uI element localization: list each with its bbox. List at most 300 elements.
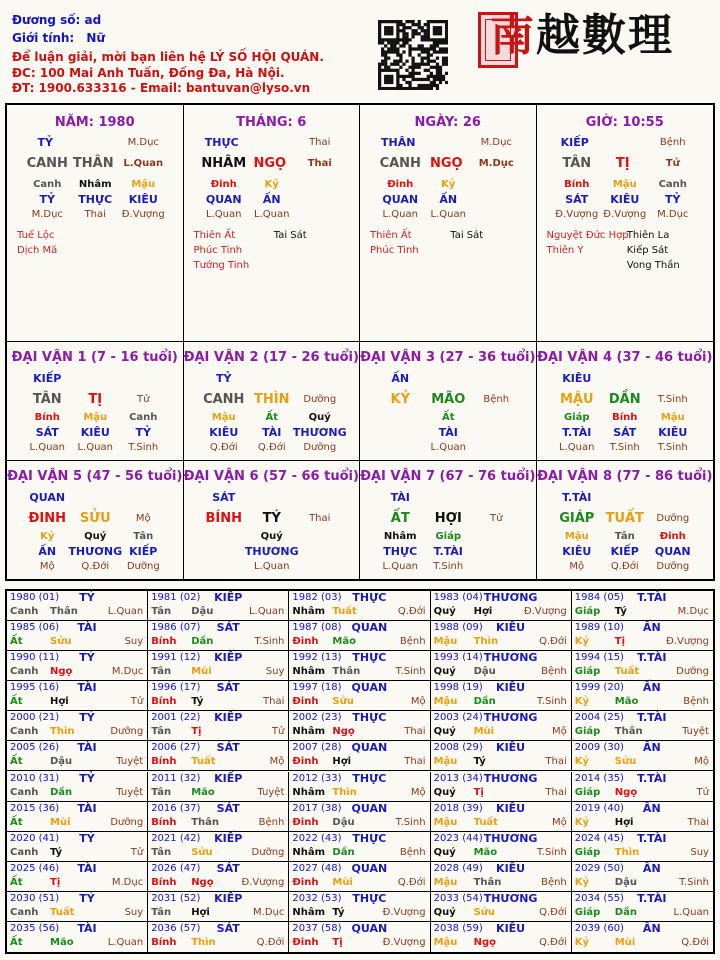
year-stem: Mậu — [433, 876, 458, 888]
qr-module — [402, 35, 405, 38]
year-label: 2038 (59) — [433, 922, 483, 934]
year-ten-god: ẤN — [642, 801, 661, 815]
year-label: 2006 (27) — [151, 742, 201, 754]
qr-module — [436, 78, 439, 81]
year-phase: Tuyệt — [682, 726, 709, 738]
qr-module — [430, 47, 433, 50]
qr-module — [396, 29, 399, 32]
hidden-stem: Bính — [34, 412, 60, 423]
year-phase: L.Quan — [107, 606, 144, 617]
hidden-ten-god: TỶ — [665, 193, 681, 206]
year-phase: Mộ — [694, 756, 709, 768]
dai-van-phase: Mộ — [135, 513, 151, 524]
year-label: 1993 (14) — [433, 652, 483, 664]
qr-module — [418, 44, 421, 47]
qr-module — [430, 66, 433, 69]
qr-module — [405, 69, 408, 72]
qr-module — [445, 23, 448, 26]
year-branch: Thân — [191, 816, 219, 828]
year-cell — [7, 802, 148, 832]
year-branch: Tị — [50, 876, 61, 888]
year-cell — [289, 741, 430, 771]
qr-module — [384, 66, 387, 69]
qr-module — [436, 69, 439, 72]
year-branch: Tuất — [50, 906, 75, 918]
qr-module — [411, 69, 414, 72]
year-ten-god: THƯƠNG — [483, 831, 538, 845]
year-branch: Ngọ — [50, 666, 73, 678]
qr-module — [384, 44, 387, 47]
dai-van-cell — [537, 342, 714, 461]
qr-module — [381, 20, 384, 23]
pillar-ten-god: THÂN — [381, 136, 416, 149]
year-cell — [289, 802, 430, 832]
qr-module — [445, 35, 448, 38]
year-branch: Thìn — [50, 726, 75, 738]
qr-module — [387, 41, 390, 44]
qr-module — [396, 50, 399, 53]
year-stem: Kỷ — [574, 636, 590, 648]
year-label: 2002 (23) — [292, 712, 342, 724]
qr-module — [387, 57, 390, 60]
year-branch: Tị — [191, 726, 202, 738]
qr-module — [411, 32, 414, 35]
qr-module — [442, 75, 445, 78]
year-cell — [431, 711, 572, 741]
year-phase: M.Dục — [111, 666, 144, 678]
qr-module — [384, 32, 387, 35]
qr-module — [411, 35, 414, 38]
year-label: 2015 (36) — [10, 802, 60, 814]
year-branch: Tị — [332, 936, 343, 948]
qr-module — [399, 57, 402, 60]
qr-module — [390, 50, 393, 53]
qr-module — [442, 60, 445, 63]
qr-module — [415, 78, 418, 81]
star-left: Phúc Tinh — [193, 245, 243, 256]
year-stem: Kỷ — [574, 936, 590, 948]
year-cell — [7, 862, 148, 892]
qr-module — [396, 69, 399, 72]
year-branch: Dậu — [50, 756, 73, 768]
hidden-phase: T.Sinh — [657, 442, 688, 453]
year-label: 2010 (31) — [10, 772, 60, 784]
qr-module — [411, 78, 414, 81]
qr-module — [393, 50, 396, 53]
year-phase: Suy — [265, 666, 285, 678]
qr-module — [396, 38, 399, 41]
qr-module — [433, 47, 436, 50]
year-stem: Nhâm — [292, 906, 326, 918]
year-branch: Mão — [50, 936, 74, 948]
year-phase: Q.Đới — [539, 936, 567, 948]
year-cell — [431, 651, 572, 681]
dai-van-stem: ĐINH — [28, 511, 66, 526]
hidden-ten-god: TÀI — [262, 426, 282, 439]
qr-module — [421, 47, 424, 50]
qr-module — [430, 44, 433, 47]
hidden-stem: Bính — [564, 179, 590, 190]
qr-module — [402, 38, 405, 41]
year-cell — [572, 832, 713, 862]
qr-module — [439, 50, 442, 53]
year-phase: T.Sinh — [395, 816, 426, 828]
qr-module — [387, 29, 390, 32]
pillar-heavenly-stem: NHÂM — [201, 156, 247, 171]
year-label: 2020 (41) — [10, 832, 60, 844]
year-branch: Mùi — [473, 726, 495, 738]
year-label: 2022 (43) — [292, 832, 342, 844]
year-ten-god: TÀI — [77, 921, 97, 935]
year-label: 1982 (03) — [292, 592, 342, 603]
year-stem: Mậu — [433, 696, 458, 708]
year-phase: Tuyệt — [116, 756, 144, 768]
star-left: Phúc Tinh — [370, 245, 419, 256]
dai-van-branch: TÝ — [262, 511, 281, 526]
year-phase: T.Sinh — [536, 696, 567, 708]
year-cell — [148, 772, 289, 802]
year-phase: Đ.Vượng — [382, 936, 426, 948]
year-phase: Bệnh — [258, 816, 285, 828]
qr-module — [402, 32, 405, 35]
year-branch: Dậu — [332, 816, 355, 828]
year-label: 2005 (26) — [10, 742, 60, 754]
qr-module — [402, 75, 405, 78]
year-branch: Hợi — [473, 606, 493, 617]
qr-module — [384, 38, 387, 41]
year-stem: Kỷ — [574, 756, 590, 768]
year-label: 1995 (16) — [10, 682, 60, 694]
year-label: 2035 (56) — [10, 922, 60, 934]
qr-module — [411, 47, 414, 50]
qr-module — [399, 75, 402, 78]
year-branch: Tuất — [191, 756, 216, 768]
qr-module — [390, 69, 393, 72]
hidden-stem: Ất — [441, 412, 455, 423]
qr-module — [433, 32, 436, 35]
hidden-phase: Đ.Vượng — [555, 209, 599, 220]
dai-van-branch: THÌN — [254, 392, 290, 407]
dai-van-branch: HỢI — [434, 511, 462, 526]
year-ten-god: TỶ — [79, 891, 95, 905]
year-phase: M.Dục — [677, 606, 709, 617]
dai-van-cell — [360, 342, 537, 461]
year-stem: Canh — [10, 666, 39, 678]
qr-module — [439, 75, 442, 78]
dai-van-phase: T.Sinh — [657, 394, 688, 405]
year-stem: Canh — [10, 786, 39, 798]
dai-van-phase: Thai — [309, 513, 331, 524]
qr-module — [433, 81, 436, 84]
qr-module — [436, 20, 439, 23]
year-stem: Đinh — [292, 756, 319, 768]
qr-module — [445, 26, 448, 29]
hidden-ten-god: KIÊU — [80, 426, 110, 439]
year-branch: Hợi — [191, 906, 210, 918]
year-phase: Thai — [263, 696, 285, 708]
hidden-stem: Mậu — [83, 412, 108, 423]
star-right: Vong Thần — [626, 260, 680, 271]
qr-module — [396, 87, 399, 90]
dai-van-title: ĐẠI VẬN 4 (37 - 46 tuổi) — [537, 350, 713, 365]
year-stem: Đinh — [292, 936, 319, 948]
hidden-phase: L.Quan — [382, 561, 418, 572]
year-stem: Tân — [151, 846, 172, 858]
qr-module — [439, 41, 442, 44]
dai-van-ten-god: KIÊU — [562, 372, 592, 385]
qr-module — [402, 44, 405, 47]
qr-module — [415, 32, 418, 35]
year-ten-god: THỰC — [352, 711, 387, 725]
year-stem: Ất — [10, 936, 23, 948]
qr-module — [439, 47, 442, 50]
qr-module — [445, 32, 448, 35]
qr-module — [436, 72, 439, 75]
qr-module — [424, 63, 427, 66]
year-cell — [572, 591, 713, 621]
year-branch: Tuất — [614, 666, 640, 678]
dai-van-cell — [184, 342, 361, 461]
qr-module — [421, 50, 424, 53]
qr-module — [427, 47, 430, 50]
hidden-stem: Mậu — [564, 531, 589, 542]
year-branch: Thân — [332, 666, 361, 678]
year-ten-god: KIÊU — [496, 861, 526, 875]
dai-van-ten-god: KIẾP — [33, 372, 62, 385]
hidden-phase: L.Quan — [559, 442, 595, 453]
qr-module — [405, 87, 408, 90]
year-ten-god: KIẾP — [214, 771, 243, 785]
year-phase: Bệnh — [399, 636, 426, 648]
year-cell — [148, 651, 289, 681]
year-ten-god: ẤN — [642, 741, 661, 755]
qr-module — [387, 47, 390, 50]
qr-module — [396, 84, 399, 87]
year-cell — [7, 772, 148, 802]
year-stem: Đinh — [292, 696, 319, 708]
qr-module — [384, 69, 387, 72]
dai-van-phase: Dưỡng — [656, 513, 690, 524]
pillar-title: NGÀY: 26 — [414, 115, 481, 130]
dai-van-ten-god: SÁT — [212, 491, 236, 504]
qr-module — [418, 20, 421, 23]
qr-module — [430, 87, 433, 90]
qr-module — [433, 60, 436, 63]
qr-module — [445, 20, 448, 23]
qr-module — [399, 29, 402, 32]
star-right: Tai Sát — [450, 230, 484, 241]
year-ten-god: SÁT — [216, 801, 240, 815]
year-ten-god: QUAN — [351, 861, 388, 875]
year-label: 2039 (60) — [574, 922, 624, 934]
year-ten-god: THỰC — [352, 771, 387, 785]
year-ten-god: ẤN — [642, 621, 661, 635]
qr-module — [442, 57, 445, 60]
qr-module — [408, 38, 411, 41]
year-ten-god: THƯƠNG — [483, 891, 538, 905]
year-cell — [148, 711, 289, 741]
qr-module — [427, 78, 430, 81]
hidden-ten-god: KIÊU — [128, 193, 158, 206]
qr-module — [430, 75, 433, 78]
hidden-phase: Q.Đới — [257, 442, 286, 453]
star-right: Thiên La — [626, 230, 670, 241]
qr-module — [399, 84, 402, 87]
year-phase: Mộ — [410, 786, 426, 798]
year-stem: Tân — [151, 666, 172, 678]
year-ten-god: ẤN — [642, 921, 661, 935]
pillar-heavenly-stem: CANH — [379, 156, 421, 171]
year-cell — [7, 681, 148, 711]
hidden-ten-god: QUAN — [382, 193, 419, 206]
logo-char: 越 — [536, 10, 582, 61]
hidden-phase: L.Quan — [382, 209, 418, 220]
year-label: 2028 (49) — [433, 862, 483, 874]
qr-module — [399, 60, 402, 63]
qr-module — [399, 20, 402, 23]
year-label: 1987 (08) — [292, 622, 342, 634]
qr-module — [439, 38, 442, 41]
qr-module — [393, 41, 396, 44]
year-stem: Giáp — [574, 906, 601, 918]
year-branch: Ngọ — [332, 726, 355, 738]
qr-module — [421, 84, 424, 87]
dai-van-title: ĐẠI VẬN 3 (27 - 36 tuổi) — [360, 350, 536, 365]
year-ten-god: SÁT — [216, 621, 240, 635]
header — [0, 0, 720, 100]
year-cell — [431, 922, 572, 952]
address-line: ĐC: 100 Mai Anh Tuấn, Đống Đa, Hà Nội. — [12, 66, 285, 80]
qr-module — [405, 75, 408, 78]
qr-module — [411, 57, 414, 60]
pillar-earthly-branch: NGỌ — [429, 156, 463, 171]
qr-module — [436, 63, 439, 66]
qr-module — [402, 29, 405, 32]
dai-van-title: ĐẠI VẬN 8 (77 - 86 tuổi) — [537, 469, 713, 484]
qr-module — [378, 32, 381, 35]
hidden-phase: Mộ — [569, 561, 585, 572]
qr-module — [393, 38, 396, 41]
qr-module — [390, 81, 393, 84]
year-ten-god: KIÊU — [496, 921, 526, 935]
year-branch: Tị — [614, 636, 626, 648]
qr-module — [427, 29, 430, 32]
pillar-title: NĂM: 1980 — [54, 115, 135, 130]
star-right: Tai Sát — [273, 230, 307, 241]
year-ten-god: THỰC — [352, 891, 387, 905]
qr-module — [430, 60, 433, 63]
hidden-phase: M.Dục — [657, 209, 689, 220]
qr-module — [405, 20, 408, 23]
qr-module — [405, 32, 408, 35]
year-phase: Q.Đới — [397, 876, 426, 888]
year-branch: Thìn — [332, 786, 357, 798]
hidden-stem: Quý — [260, 531, 283, 542]
year-ten-god: SÁT — [216, 921, 240, 935]
gender-row — [12, 30, 105, 46]
hidden-stem: Đinh — [210, 179, 237, 190]
qr-module — [424, 32, 427, 35]
year-label: 1986 (07) — [151, 622, 201, 634]
year-stem: Kỷ — [574, 816, 590, 828]
star-left: Tuế Lộc — [17, 230, 55, 241]
star-left: Thiên Ất — [370, 230, 412, 241]
qr-module — [411, 60, 414, 63]
year-phase: L.Quan — [248, 606, 285, 617]
hidden-ten-god: THƯƠNG — [292, 426, 347, 439]
year-label: 2004 (25) — [574, 712, 624, 724]
hidden-stem: Giáp — [563, 412, 590, 423]
year-stem: Giáp — [574, 666, 601, 678]
qr-module — [402, 50, 405, 53]
hidden-phase: L.Quan — [29, 442, 65, 453]
pillar-cell — [537, 105, 714, 342]
qr-module — [396, 23, 399, 26]
hidden-phase: T.Sinh — [128, 442, 159, 453]
year-phase: Q.Đới — [539, 636, 567, 648]
qr-module — [384, 63, 387, 66]
qr-module — [427, 20, 430, 23]
year-ten-god: KIẾP — [214, 891, 243, 905]
year-phase: T.Sinh — [679, 876, 709, 888]
qr-module — [381, 41, 384, 44]
qr-module — [421, 87, 424, 90]
year-stem: Đinh — [292, 816, 319, 828]
hidden-stem: Giáp — [435, 531, 462, 542]
hidden-stem: Đinh — [659, 531, 686, 542]
hidden-phase: Mộ — [39, 561, 55, 572]
year-cell — [431, 802, 572, 832]
year-branch: Ngọ — [191, 876, 214, 888]
year-phase: Dưỡng — [676, 666, 709, 678]
year-cell — [572, 711, 713, 741]
hidden-stem: Nhâm — [78, 179, 112, 190]
qr-module — [384, 60, 387, 63]
year-stem: Quý — [433, 666, 456, 678]
year-label: 2014 (35) — [574, 772, 624, 784]
year-branch: Dậu — [473, 666, 496, 678]
year-stem: Ất — [10, 876, 23, 888]
hidden-stem: Kỷ — [441, 179, 456, 190]
hidden-stem: Quý — [84, 531, 107, 542]
year-label: 2016 (37) — [151, 802, 201, 814]
qr-module — [381, 38, 384, 41]
year-stem: Tân — [151, 906, 172, 918]
qr-module — [399, 53, 402, 56]
qr-module — [427, 26, 430, 29]
qr-module — [396, 26, 399, 29]
hidden-stem: Kỷ — [264, 179, 279, 190]
qr-module — [390, 32, 393, 35]
year-stem: Kỷ — [574, 696, 590, 708]
pillar-stem-phase: M.Dục — [480, 137, 512, 148]
bazi-chart — [5, 103, 715, 581]
year-label: 2030 (51) — [10, 892, 60, 904]
year-stem: Bính — [151, 876, 177, 888]
year-stem: Đinh — [292, 636, 319, 648]
qr-module — [384, 50, 387, 53]
qr-module — [396, 60, 399, 63]
year-stem: Kỷ — [574, 876, 590, 888]
qr-module — [387, 75, 390, 78]
qr-module — [390, 63, 393, 66]
qr-module — [408, 75, 411, 78]
qr-module — [396, 72, 399, 75]
hidden-stem: Tân — [133, 531, 154, 542]
year-ten-god: T.TÀI — [637, 591, 667, 604]
year-stem: Giáp — [574, 726, 601, 738]
qr-module — [378, 20, 381, 23]
